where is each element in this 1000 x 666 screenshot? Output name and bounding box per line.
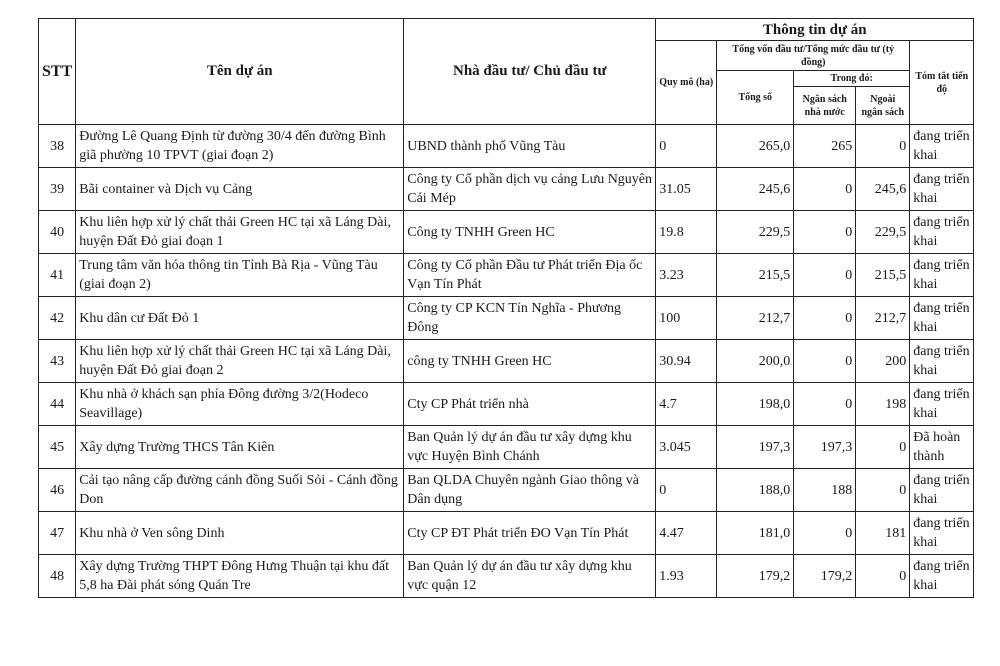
cell-progress: đang triển khai (910, 512, 974, 555)
cell-non-state: 215,5 (856, 254, 910, 297)
header-state-budget: Ngân sách nhà nước (794, 87, 856, 125)
table-row (39, 297, 974, 340)
header-investor: Nhà đầu tư/ Chủ đầu tư (404, 19, 656, 125)
cell-project-name: Khu liên hợp xử lý chất thải Green HC tại xã Láng Dài, huyện Đất Đỏ giai đoạn 2 (76, 340, 404, 383)
cell-non-state: 0 (856, 555, 910, 598)
table-row (39, 426, 974, 469)
cell-stt: 40 (39, 211, 76, 254)
cell-project-name: Khu nhà ở Ven sông Dinh (76, 512, 404, 555)
cell-stt: 46 (39, 469, 76, 512)
cell-non-state: 0 (856, 469, 910, 512)
cell-project-name: Bãi container và Dịch vụ Cảng (76, 168, 404, 211)
cell-scale: 0 (656, 469, 717, 512)
cell-scale: 30.94 (656, 340, 717, 383)
cell-state-budget: 188 (794, 469, 856, 512)
cell-progress: đang triển khai (910, 168, 974, 211)
cell-progress: đang triển khai (910, 340, 974, 383)
cell-investor: công ty TNHH Green HC (404, 340, 656, 383)
table-row (39, 211, 974, 254)
cell-stt: 48 (39, 555, 76, 598)
cell-investor: Công ty Cổ phần dịch vụ cảng Lưu Nguyên Cái Mép (404, 168, 656, 211)
cell-stt: 42 (39, 297, 76, 340)
cell-state-budget: 0 (794, 254, 856, 297)
cell-progress: đang triển khai (910, 383, 974, 426)
cell-stt: 43 (39, 340, 76, 383)
project-table (38, 18, 974, 598)
cell-scale: 3.045 (656, 426, 717, 469)
cell-state-budget: 0 (794, 168, 856, 211)
table-row (39, 168, 974, 211)
cell-state-budget: 0 (794, 512, 856, 555)
cell-total: 215,5 (717, 254, 794, 297)
cell-investor: Ban Quản lý dự án đầu tư xây dựng khu vực Huyện Bình Chánh (404, 426, 656, 469)
cell-project-name: Khu dân cư Đất Đỏ 1 (76, 297, 404, 340)
cell-scale: 19.8 (656, 211, 717, 254)
header-info-group: Thông tin dự án (656, 19, 974, 41)
table-row (39, 340, 974, 383)
cell-non-state: 0 (856, 125, 910, 168)
cell-project-name: Khu liên hợp xử lý chất thải Green HC tại xã Láng Dài, huyện Đất Đỏ giai đoạn 1 (76, 211, 404, 254)
cell-state-budget: 0 (794, 211, 856, 254)
table-row (39, 555, 974, 598)
cell-scale: 4.47 (656, 512, 717, 555)
cell-scale: 4.7 (656, 383, 717, 426)
table-row (39, 125, 974, 168)
cell-total: 179,2 (717, 555, 794, 598)
cell-state-budget: 0 (794, 297, 856, 340)
cell-non-state: 212,7 (856, 297, 910, 340)
cell-progress: Đã hoàn thành (910, 426, 974, 469)
cell-scale: 31.05 (656, 168, 717, 211)
header-total: Tổng số (717, 71, 794, 125)
cell-stt: 47 (39, 512, 76, 555)
cell-investor: Ban Quản lý dự án đầu tư xây dựng khu vực quận 12 (404, 555, 656, 598)
cell-total: 181,0 (717, 512, 794, 555)
cell-state-budget: 197,3 (794, 426, 856, 469)
cell-scale: 0 (656, 125, 717, 168)
cell-non-state: 198 (856, 383, 910, 426)
header-stt: STT (39, 19, 76, 125)
cell-project-name: Xây dựng Trường THCS Tân Kiên (76, 426, 404, 469)
cell-state-budget: 0 (794, 340, 856, 383)
table-row (39, 512, 974, 555)
header-project-name: Tên dự án (76, 19, 404, 125)
cell-stt: 41 (39, 254, 76, 297)
cell-progress: đang triển khai (910, 254, 974, 297)
cell-non-state: 200 (856, 340, 910, 383)
table-row (39, 254, 974, 297)
cell-project-name: Xây dựng Trường THPT Đông Hưng Thuận tại khu đất 5,8 ha Đài phát sóng Quán Tre (76, 555, 404, 598)
cell-investor: Ban QLDA Chuyên ngành Giao thông và Dân dụng (404, 469, 656, 512)
cell-investor: Công ty TNHH Green HC (404, 211, 656, 254)
cell-total: 197,3 (717, 426, 794, 469)
cell-total: 245,6 (717, 168, 794, 211)
cell-non-state: 245,6 (856, 168, 910, 211)
table-row (39, 469, 974, 512)
header-capital: Tổng vốn đầu tư/Tổng mức đầu tư (tỷ đồng) (717, 41, 910, 71)
cell-stt: 39 (39, 168, 76, 211)
cell-stt: 45 (39, 426, 76, 469)
cell-project-name: Khu nhà ở khách sạn phía Đông đường 3/2(Hodeco Seavillage) (76, 383, 404, 426)
cell-progress: đang triển khai (910, 125, 974, 168)
cell-project-name: Trung tâm văn hóa thông tin Tỉnh Bà Rịa - Vũng Tàu (giai đoạn 2) (76, 254, 404, 297)
cell-total: 229,5 (717, 211, 794, 254)
cell-progress: đang triển khai (910, 469, 974, 512)
cell-investor: Cty CP Phát triển nhà (404, 383, 656, 426)
cell-state-budget: 265 (794, 125, 856, 168)
cell-state-budget: 179,2 (794, 555, 856, 598)
cell-progress: đang triển khai (910, 555, 974, 598)
project-table-sheet (38, 18, 974, 598)
header-of-which: Trong đó: (794, 71, 910, 87)
cell-stt: 38 (39, 125, 76, 168)
cell-progress: đang triển khai (910, 297, 974, 340)
cell-state-budget: 0 (794, 383, 856, 426)
cell-total: 200,0 (717, 340, 794, 383)
cell-total: 188,0 (717, 469, 794, 512)
table-body (39, 125, 974, 598)
cell-scale: 1.93 (656, 555, 717, 598)
cell-scale: 100 (656, 297, 717, 340)
header-non-state: Ngoài ngân sách (856, 87, 910, 125)
table-row (39, 383, 974, 426)
cell-investor: Cty CP ĐT Phát triển ĐO Vạn Tín Phát (404, 512, 656, 555)
cell-total: 265,0 (717, 125, 794, 168)
header-progress: Tóm tắt tiến độ (910, 41, 974, 125)
cell-progress: đang triển khai (910, 211, 974, 254)
cell-investor: UBND thành phố Vũng Tàu (404, 125, 656, 168)
cell-total: 198,0 (717, 383, 794, 426)
cell-total: 212,7 (717, 297, 794, 340)
cell-non-state: 181 (856, 512, 910, 555)
header-scale: Quy mô (ha) (656, 41, 717, 125)
cell-project-name: Cải tạo nâng cấp đường cánh đồng Suối Sỏi - Cánh đồng Don (76, 469, 404, 512)
cell-scale: 3.23 (656, 254, 717, 297)
cell-investor: Công ty CP KCN Tín Nghĩa - Phương Đông (404, 297, 656, 340)
cell-non-state: 229,5 (856, 211, 910, 254)
cell-project-name: Đường Lê Quang Định từ đường 30/4 đến đường Bình giã phường 10 TPVT (giai đoạn 2) (76, 125, 404, 168)
cell-stt: 44 (39, 383, 76, 426)
cell-non-state: 0 (856, 426, 910, 469)
cell-investor: Công ty Cổ phần Đầu tư Phát triển Địa ốc Vạn Tín Phát (404, 254, 656, 297)
